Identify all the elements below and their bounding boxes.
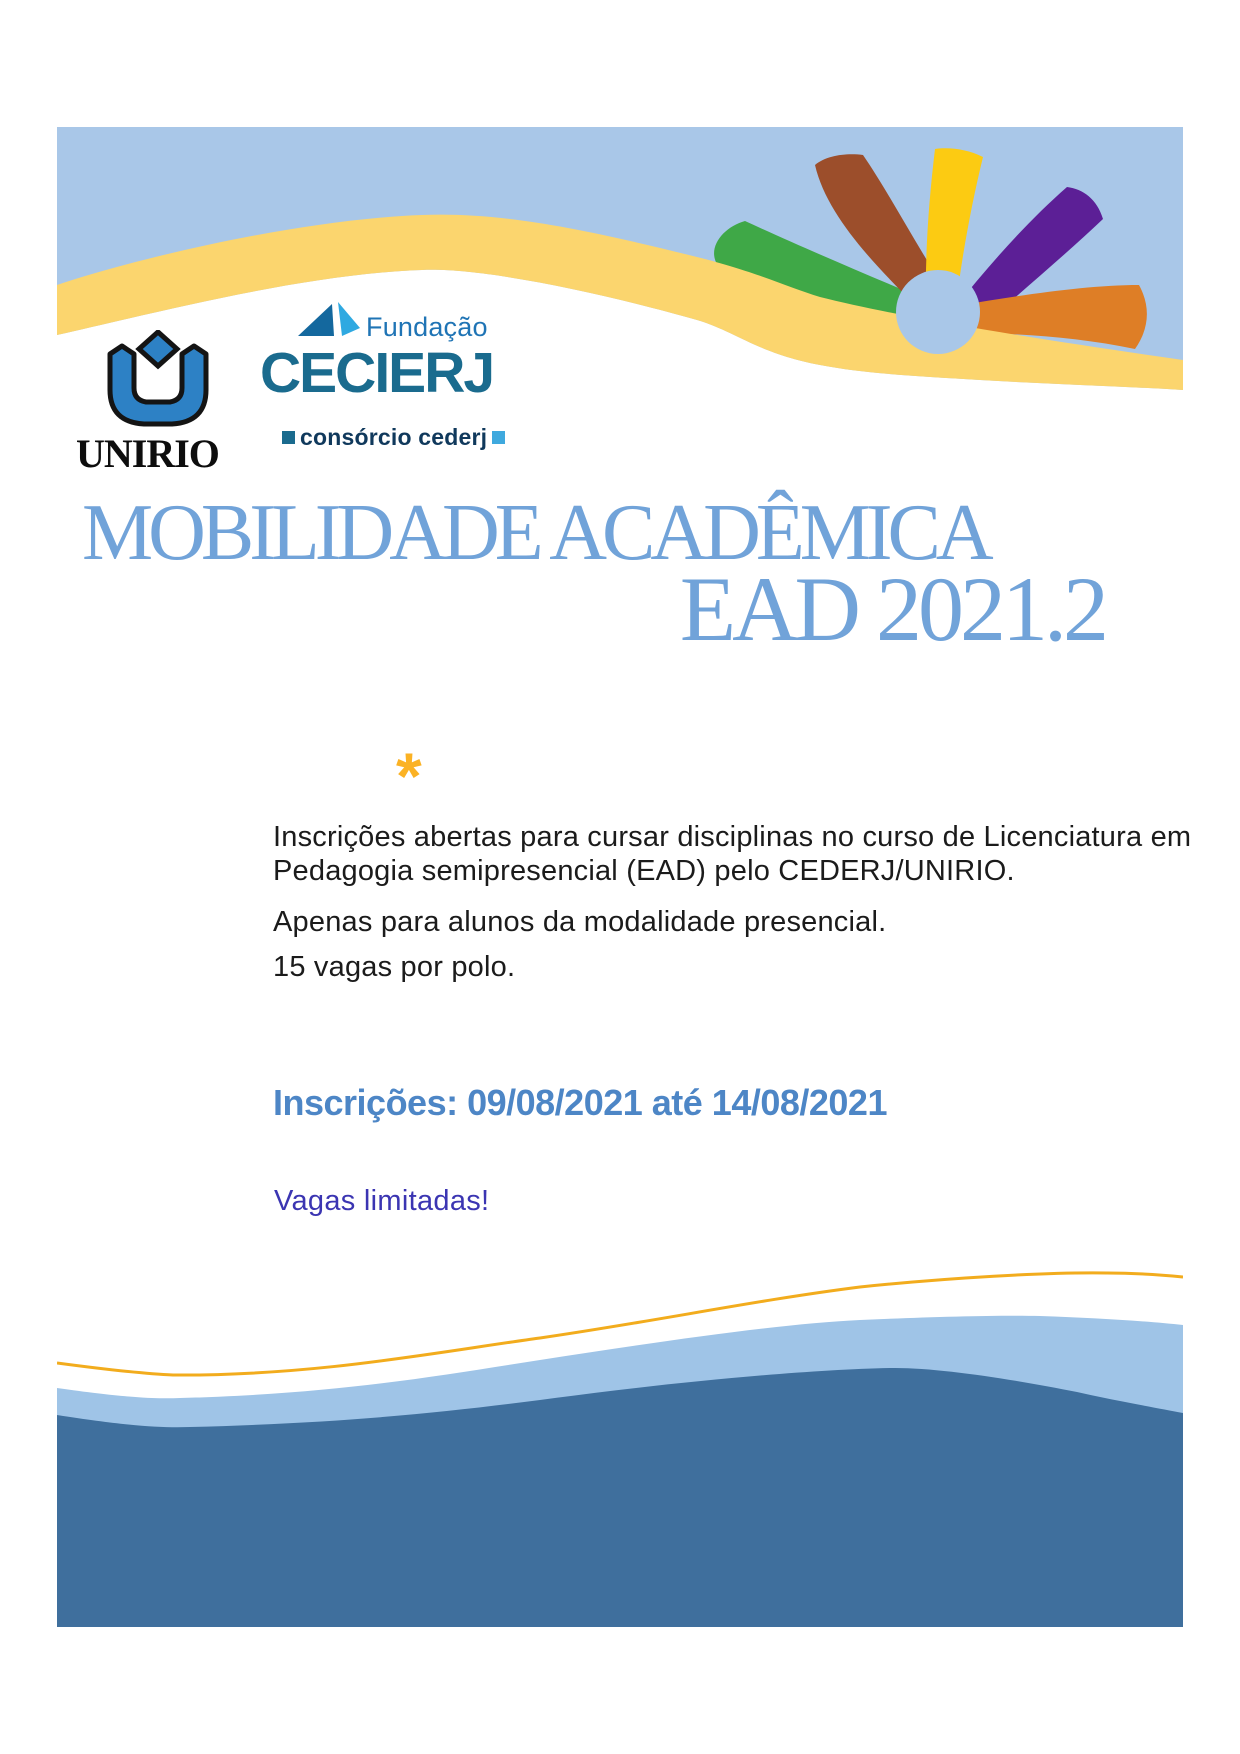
sail-light-triangle	[338, 302, 360, 336]
sail-dark-triangle	[298, 304, 334, 336]
unirio-wordmark: UNIRIO	[76, 431, 219, 476]
paragraph-presential-only: Apenas para alunos da modalidade presencial.	[273, 906, 887, 938]
fundacao-label: Fundação	[366, 312, 488, 342]
sail-icon	[296, 298, 362, 342]
cecierj-logo	[258, 296, 538, 456]
limited-vacancies-note: Vagas limitadas!	[274, 1185, 490, 1217]
enrollment-dates: Inscrições: 09/08/2021 até 14/08/2021	[273, 1082, 887, 1123]
footer-wave-graphic	[57, 1140, 1183, 1627]
page-title-line2: EAD 2021.2	[679, 558, 1105, 660]
paragraph-line: Inscrições abertas para cursar disciplinas no curso de Licenciatura em	[273, 821, 1192, 853]
cecierj-wordmark: CECIERJ	[260, 341, 494, 405]
unirio-emblem-icon	[98, 330, 218, 430]
paragraph-inscriptions	[273, 820, 1191, 888]
cecierj-tagline-row	[282, 424, 505, 451]
cecierj-tagline: consórcio cederj	[300, 424, 488, 450]
pinwheel-sun-disc	[896, 270, 980, 354]
tagline-square-light-icon	[492, 431, 505, 444]
paragraph-vacancies: 15 vagas por polo.	[273, 951, 516, 983]
tagline-square-dark-icon	[282, 431, 295, 444]
unirio-diamond	[139, 332, 177, 366]
page-title-line1: MOBILIDADE ACADÊMICA	[82, 489, 989, 577]
paragraph-line: Pedagogia semipresencial (EAD) pelo CEDERJ/UNIRIO.	[273, 855, 1015, 887]
unirio-logo	[70, 328, 240, 476]
asterisk-icon: *	[396, 739, 422, 813]
